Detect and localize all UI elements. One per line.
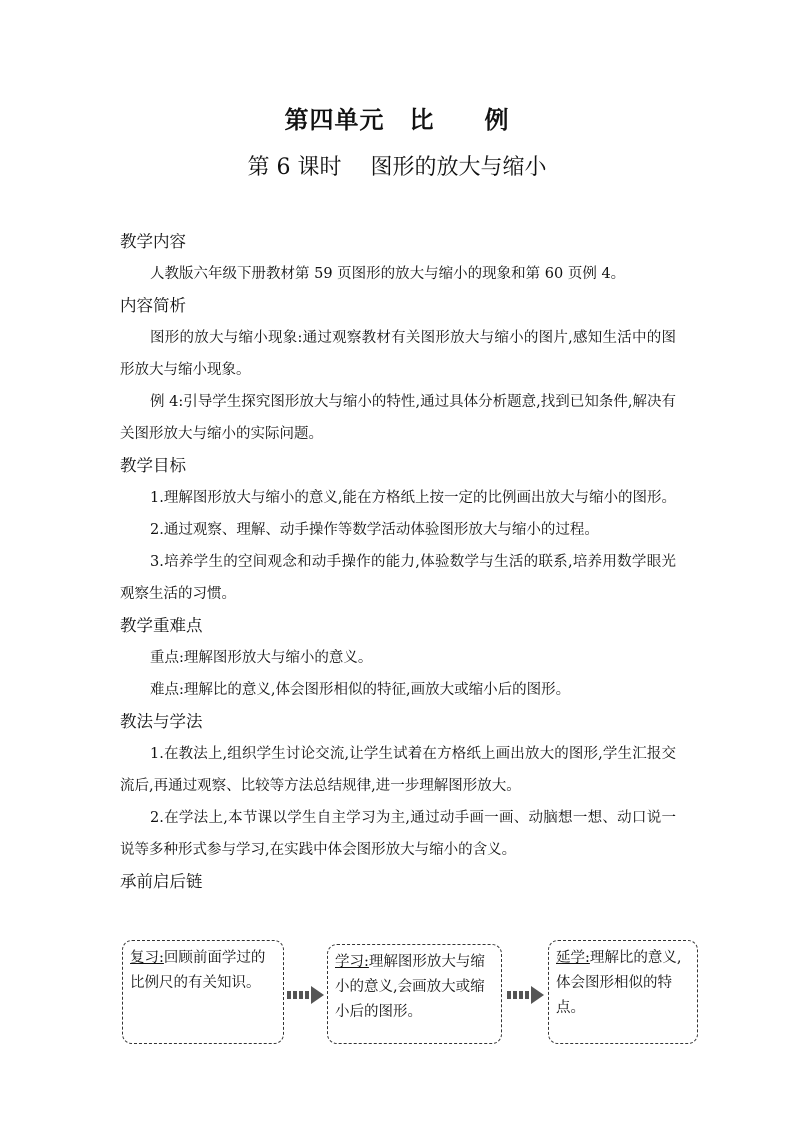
document-body	[120, 226, 676, 898]
arrow-right-icon	[286, 985, 326, 1005]
section-paragraph: 重点:理解图形放大与缩小的意义。	[150, 650, 373, 666]
study-label: 学习:	[335, 954, 369, 970]
section-heading: 教学重难点	[120, 616, 203, 635]
section-paragraph: 1.理解图形放大与缩小的意义,能在方格纸上按一定的比例画出放大与缩小的图形。	[150, 490, 676, 506]
extend-text: 理解比的意义,体会图形相似的特点。	[556, 950, 682, 1016]
review-box	[122, 940, 284, 1044]
section-paragraph: 3.培养学生的空间观念和动手操作的能力,体验数学与生活的联系,培养用数学眼光观察生活的习惯。	[120, 554, 676, 602]
section-heading: 承前启后链	[120, 872, 203, 891]
section-heading: 教学内容	[120, 232, 186, 251]
review-text: 回顾前面学过的比例尺的有关知识。	[130, 950, 266, 991]
study-box	[327, 944, 502, 1044]
section-paragraph: 1.在教法上,组织学生讨论交流,让学生试着在方格纸上画出放大的图形,学生汇报交流后,再通过观察、比较等方法总结规律,进一步理解图形放大。	[120, 746, 676, 794]
arrow-right-icon	[506, 985, 546, 1005]
section-paragraph: 2.在学法上,本节课以学生自主学习为主,通过动手画一画、动脑想一想、动口说一说等多种形式参与学习,在实践中体会图形放大与缩小的含义。	[120, 810, 676, 858]
section-paragraph: 人教版六年级下册教材第 59 页图形的放大与缩小的现象和第 60 页例 4。	[150, 266, 626, 282]
section-paragraph: 2.通过观察、理解、动手操作等数学活动体验图形放大与缩小的过程。	[150, 522, 599, 538]
extend-box	[548, 940, 698, 1044]
section-heading: 教法与学法	[120, 712, 203, 731]
section-paragraph: 例 4:引导学生探究图形放大与缩小的特性,通过具体分析题意,找到已知条件,解决有关图形放大与缩小的实际问题。	[120, 394, 676, 442]
section-paragraph: 难点:理解比的意义,体会图形相似的特征,画放大或缩小后的图形。	[150, 682, 571, 698]
extend-label: 延学:	[556, 950, 590, 966]
section-heading: 内容简析	[120, 296, 186, 315]
study-text: 理解图形放大与缩小的意义,会画放大或缩小后的图形。	[335, 954, 485, 1020]
lesson-chain-diagram	[122, 940, 698, 1046]
lesson-subtitle: 第 6 课时 图形的放大与缩小	[247, 155, 547, 180]
page-title: 第四单元 比 例	[284, 106, 510, 134]
review-label: 复习:	[130, 950, 164, 966]
section-heading: 教学目标	[120, 456, 186, 475]
section-paragraph: 图形的放大与缩小现象:通过观察教材有关图形放大与缩小的图片,感知生活中的图形放大与缩小现象。	[120, 330, 676, 378]
